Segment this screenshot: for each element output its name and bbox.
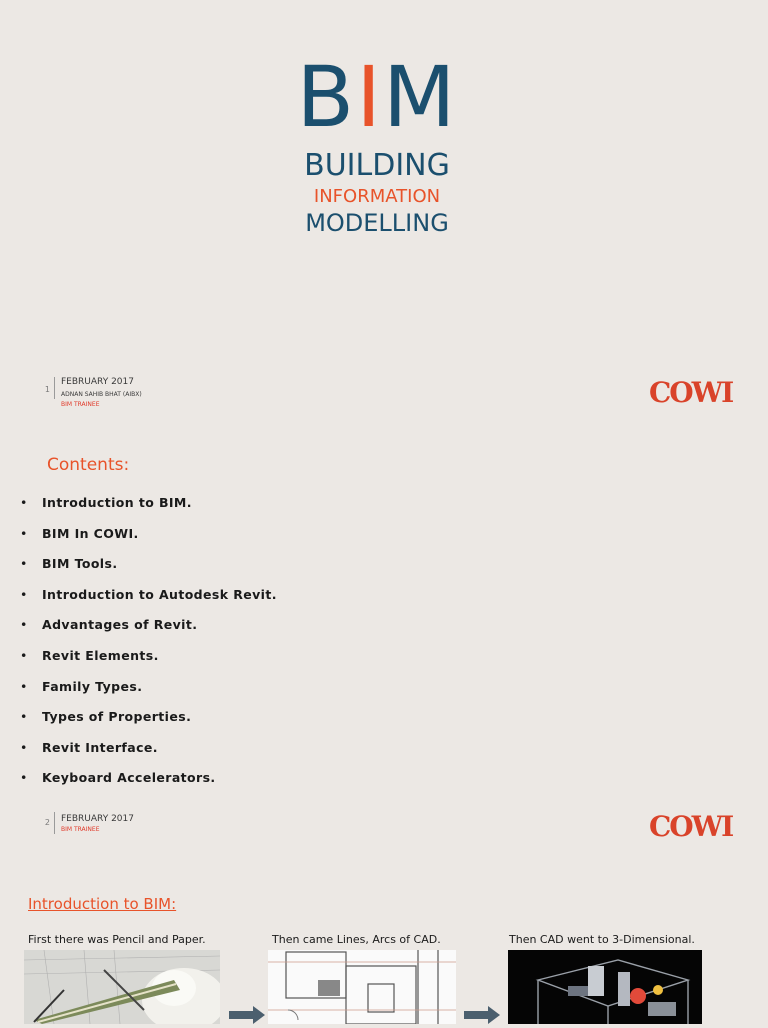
contents-item-label: Revit Interface. [42, 739, 158, 755]
bullet-icon: • [20, 525, 28, 541]
cad-floor-plan-image [268, 950, 456, 1024]
pencil-paper-drawing-image [24, 950, 220, 1024]
contents-item [20, 554, 277, 585]
bim-title [0, 48, 754, 146]
contents-item-label: Types of Properties. [42, 709, 192, 725]
contents-list [20, 493, 277, 799]
bullet-icon: • [20, 739, 28, 755]
footer-role: BIM TRAINEE [61, 826, 100, 833]
subtitle-information: INFORMATION [313, 186, 441, 207]
contents-item-label: Introduction to Autodesk Revit. [42, 586, 277, 602]
bullet-icon: • [20, 647, 28, 663]
contents-item [20, 738, 277, 769]
caption-pencil: First there was Pencil and Paper. [28, 933, 206, 946]
contents-heading: Contents: [47, 455, 130, 475]
contents-item-label: Advantages of Revit. [42, 617, 198, 633]
footer-date: FEBRUARY 2017 [61, 814, 134, 824]
contents-item [20, 493, 277, 524]
contents-item-label: Keyboard Accelerators. [42, 770, 216, 786]
contents-item [20, 524, 277, 555]
bullet-icon: • [20, 617, 28, 633]
bim-title-i: I [356, 48, 383, 146]
footer-date: FEBRUARY 2017 [61, 377, 134, 387]
subtitle-modelling: MODELLING [305, 209, 449, 237]
right-arrow-icon [229, 1006, 265, 1024]
contents-item [20, 585, 277, 616]
cowi-logo: COWI [649, 810, 733, 843]
bim-title-m: M [382, 48, 458, 146]
contents-item [20, 707, 277, 738]
footer-divider [54, 812, 55, 834]
bullet-icon: • [20, 586, 28, 602]
contents-item [20, 677, 277, 708]
contents-item-label: BIM Tools. [42, 556, 118, 572]
footer-divider [54, 377, 55, 399]
slide-number: 2 [44, 818, 50, 827]
contents-item-label: Revit Elements. [42, 647, 159, 663]
footer-author: ADNAN SAHIB BHAT (AIBX) [61, 391, 142, 398]
contents-item [20, 646, 277, 677]
contents-item-label: Introduction to BIM. [42, 495, 192, 510]
right-arrow-icon [464, 1006, 500, 1024]
cowi-logo: COWI [649, 376, 733, 409]
contents-item [20, 768, 277, 799]
subtitle-building: BUILDING [304, 148, 450, 183]
contents-item [20, 615, 277, 646]
contents-item-label: Family Types. [42, 678, 143, 694]
bullet-icon: • [20, 709, 28, 725]
intro-heading: Introduction to BIM: [28, 895, 177, 913]
bim-title-b: B [296, 48, 357, 146]
3d-cad-model-image [508, 950, 702, 1024]
footer-role: BIM TRAINEE [61, 401, 100, 408]
bullet-icon: • [20, 770, 28, 786]
caption-3d: Then CAD went to 3-Dimensional. [509, 933, 695, 946]
caption-cad: Then came Lines, Arcs of CAD. [272, 933, 441, 946]
slide-number: 1 [44, 385, 50, 394]
bullet-icon: • [20, 556, 28, 572]
bullet-icon: • [20, 678, 28, 694]
bullet-icon: • [20, 495, 28, 510]
contents-item-label: BIM In COWI. [42, 525, 139, 541]
